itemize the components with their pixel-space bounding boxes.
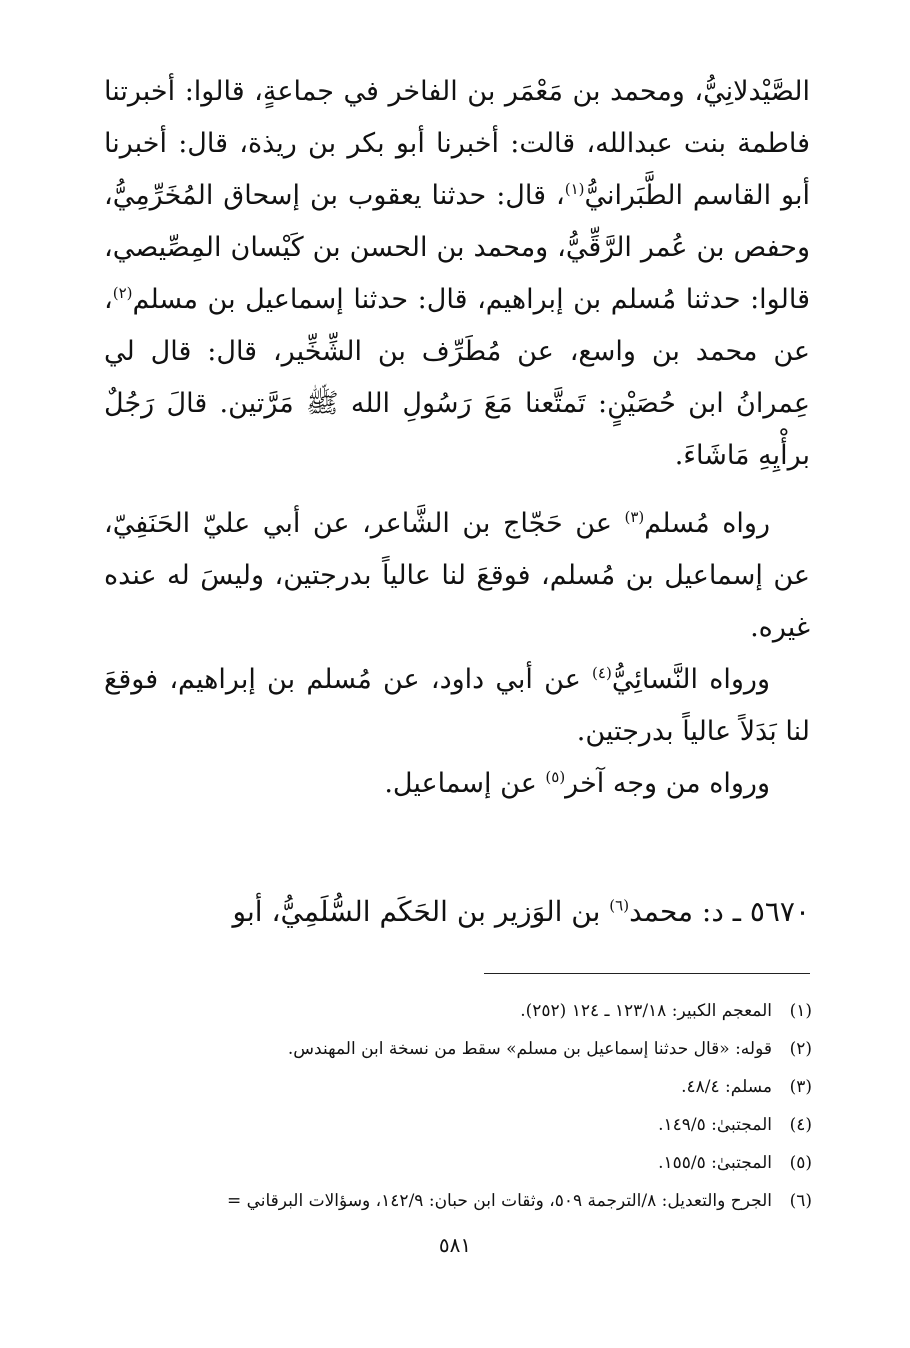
footnote-text: المعجم الكبير: ١٢٣/١٨ ـ ١٢٤ (٢٥٢). — [520, 1001, 772, 1021]
footnote-text: المجتبىٰ: ١٥٥/٥. — [658, 1153, 772, 1173]
footnote-number: (٦) — [789, 1191, 812, 1211]
footnote-text: الجرح والتعديل: ٨/الترجمة ٥٠٩، وثقات ابن حبان: ١٤٢/٩، وسؤالات البرقاني = — [226, 1191, 772, 1211]
footnote-text: قوله: «قال حدثنا إسماعيل بن مسلم» سقط من نسخة ابن المهندس. — [287, 1039, 772, 1059]
paragraph-text: عن أبي داود، عن مُسلم بن إبراهيم، فوقعَ لنا بَدَلاً عالياً بدرجتين. — [104, 664, 810, 747]
footnote-marker: (٤) — [592, 664, 612, 682]
footnote-marker: (١) — [564, 180, 585, 198]
paragraph-text: ، قال: حدثنا يعقوب بن إسحاق المُخَرِّمِيُّ، وحفص بن عُمر الرَّقِّيُّ، ومحمد بن الحسن بن كَيْسان المِصِّيصي، قالوا: حدثنا مُسلم بن إبراهيم، قال: حدثنا إسماعيل بن مسلم — [104, 180, 810, 315]
footnote-text: المجتبىٰ: ١٤٩/٥. — [658, 1115, 772, 1135]
footnote-number: (٤) — [789, 1115, 812, 1135]
entry-text: ٥٦٧٠ ـ د: محمد — [629, 895, 810, 928]
footnote-item — [92, 1144, 812, 1182]
footnote-number: (٥) — [789, 1153, 812, 1173]
main-text — [104, 66, 810, 810]
paragraph-text: الصَّيْدلانِيُّ، ومحمد بن مَعْمَر بن الفاخر في جماعةٍ، قالوا: أخبرتنا فاطمة بنت عبدالله، قالت: أخبرنا أبو بكر بن ريذة، قال: أخبرنا أبو القاسم الطَّبَرانيُّ — [104, 76, 811, 211]
footnote-separator — [484, 973, 810, 974]
footnote-item — [92, 1030, 812, 1068]
footnotes — [92, 992, 812, 1220]
paragraph-muslim — [104, 498, 810, 654]
footnote-item — [92, 992, 812, 1030]
footnote-marker: (٦) — [609, 896, 630, 915]
page-number: ٥٨١ — [438, 1233, 472, 1257]
footnote-item — [92, 1182, 812, 1220]
entry-text: بن الوَزير بن الحَكَم السُّلَمِيُّ، أبو — [232, 895, 610, 928]
footnote-number: (١) — [789, 1001, 812, 1021]
footnote-item — [92, 1106, 812, 1144]
paragraph-text: ورواه من وجه آخر — [565, 768, 770, 799]
paragraph-text: ، عن محمد بن واسع، عن مُطَرِّف بن الشِّخِّير، قال: قال لي عِمرانُ ابن حُصَيْنٍ: تَمتَّعنا مَعَ رَسُولِ الله ﷺ مَرَّتين. قالَ رَجُلٌ برأْيِهِ مَاشَاءَ. — [104, 284, 810, 471]
paragraph-text: رواه مُسلم — [644, 508, 770, 539]
footnote-number: (٢) — [789, 1039, 812, 1059]
paragraph-text: عن إسماعيل. — [384, 768, 546, 799]
footnote-marker: (٢) — [112, 284, 133, 302]
paragraph-text: ورواه النَّسائِيُّ — [611, 664, 770, 695]
footnote-text: مسلم: ٤٨/٤. — [681, 1077, 772, 1097]
paragraph-nasai — [104, 654, 810, 758]
paragraph-isnad — [104, 66, 810, 482]
footnote-marker: (٥) — [545, 768, 566, 786]
footnote-item — [92, 1068, 812, 1106]
biography-entry-heading — [104, 886, 810, 938]
footnote-number: (٣) — [789, 1077, 812, 1097]
footnote-marker: (٣) — [624, 508, 645, 526]
paragraph-other-route — [104, 758, 810, 810]
paragraph-text: عن حَجّاج بن الشَّاعر، عن أبي عليّ الحَنَفِيّ، عن إسماعيل بن مُسلم، فوقعَ لنا عالياً بدرجتين، وليسَ له عنده غيره. — [104, 508, 810, 643]
